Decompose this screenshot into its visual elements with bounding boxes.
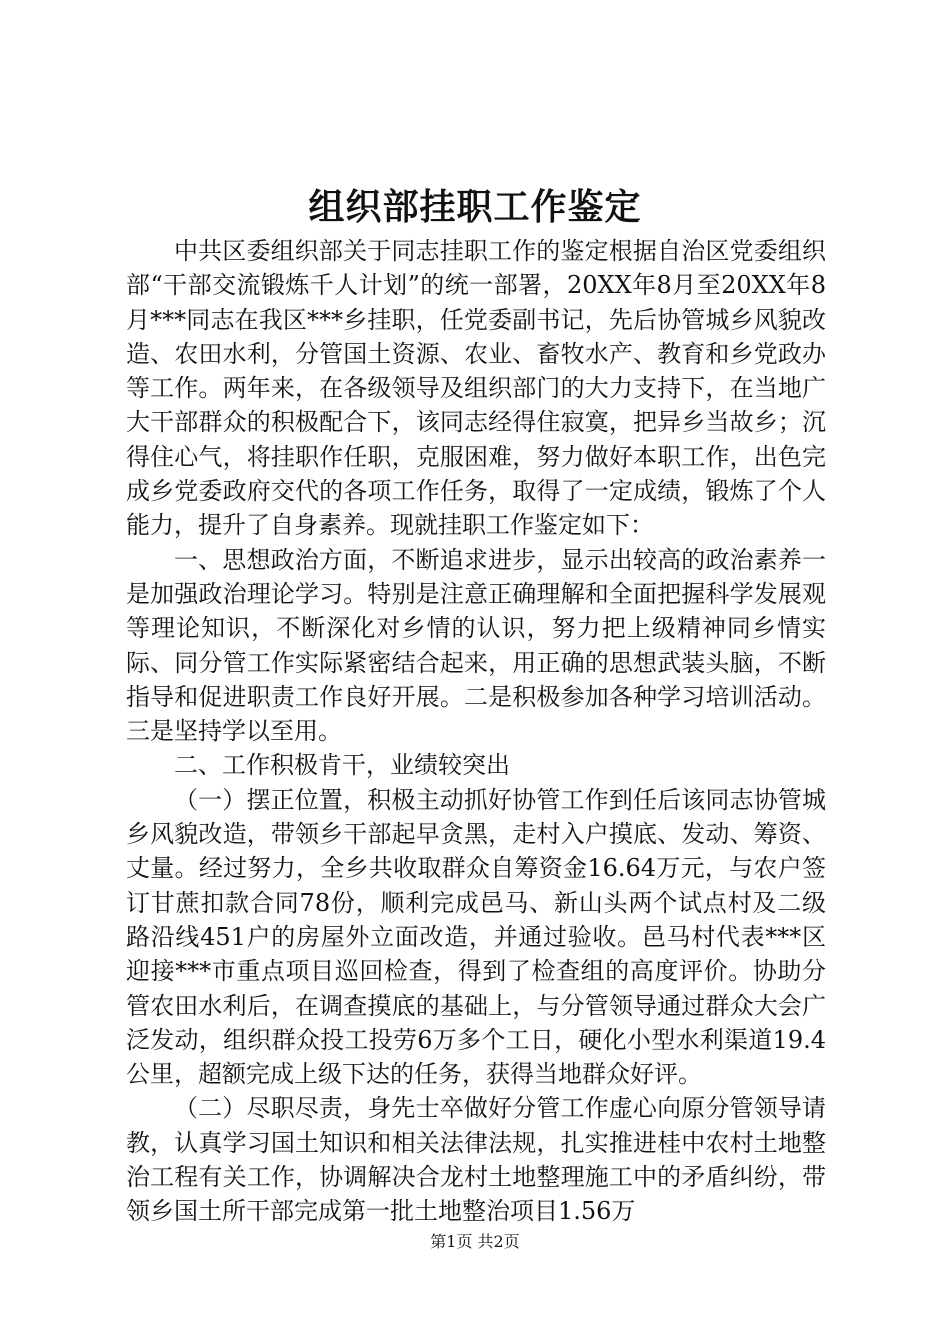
paragraph-work-heading: 二、工作积极肯干，业绩较突出 <box>174 751 510 780</box>
page-number-footer: 第1页 共2页 <box>430 1232 520 1251</box>
paragraph-political: 一、思想政治方面，不断追求进步，显示出较高的政治素养一是加强政治理论学习。特别是注意正确理解和全面把握科学发展观等理论知识，不断深化对乡情的认识，努力把上级精神同乡情实际、同分管工作实际紧密结合起来，用正确的思想武装头脑，不断指导和促进职责工作良好开展。二是积极参加各种学习培训活动。三是坚持学以至用。 <box>126 545 826 746</box>
paragraph-intro: 中共区委组织部关于同志挂职工作的鉴定根据自治区党委组织部“干部交流锻炼千人计划”的统一部署，20XX年8月至20XX年8月***同志在我区***乡挂职，任党委副书记，先后协管城乡风貌改造、农田水利，分管国土资源、农业、畜牧水产、教育和乡党政办等工作。两年来，在各级领导及组织部门的大力支持下，在当地广大干部群众的积极配合下，该同志经得住寂寞，把异乡当故乡；沉得住心气，将挂职作任职，克服困难，努力做好本职工作，出色完成乡党委政府交代的各项工作任务，取得了一定成绩，锻炼了个人能力，提升了自身素养。现就挂职工作鉴定如下： <box>126 237 826 540</box>
document-title: 组织部挂职工作鉴定 <box>308 186 642 228</box>
paragraph-section-two: （二）尽职尽责，身先士卒做好分管工作虚心向原分管领导请教，认真学习国土知识和相关法律法规，扎实推进桂中农村土地整治工程有关工作，协调解决合龙村土地整理施工中的矛盾纠纷，带领乡国土所干部完成第一批土地整治项目1.56万 <box>126 1094 826 1226</box>
document-body <box>126 234 826 1229</box>
paragraph-section-one: （一）摆正位置，积极主动抓好协管工作到任后该同志协管城乡风貌改造，带领乡干部起早贪黑，走村入户摸底、发动、筹资、丈量。经过努力，全乡共收取群众自筹资金16.64万元，与农户签订甘蔗扣款合同78份，顺利完成邑马、新山头两个试点村及二级路沿线451户的房屋外立面改造，并通过验收。邑马村代表***区迎接***市重点项目巡回检查，得到了检查组的高度评价。协助分管农田水利后，在调查摸底的基础上，与分管领导通过群众大会广泛发动，组织群众投工投劳6万多个工日，硬化小型水利渠道19.4公里，超额完成上级下达的任务，获得当地群众好评。 <box>126 785 826 1089</box>
